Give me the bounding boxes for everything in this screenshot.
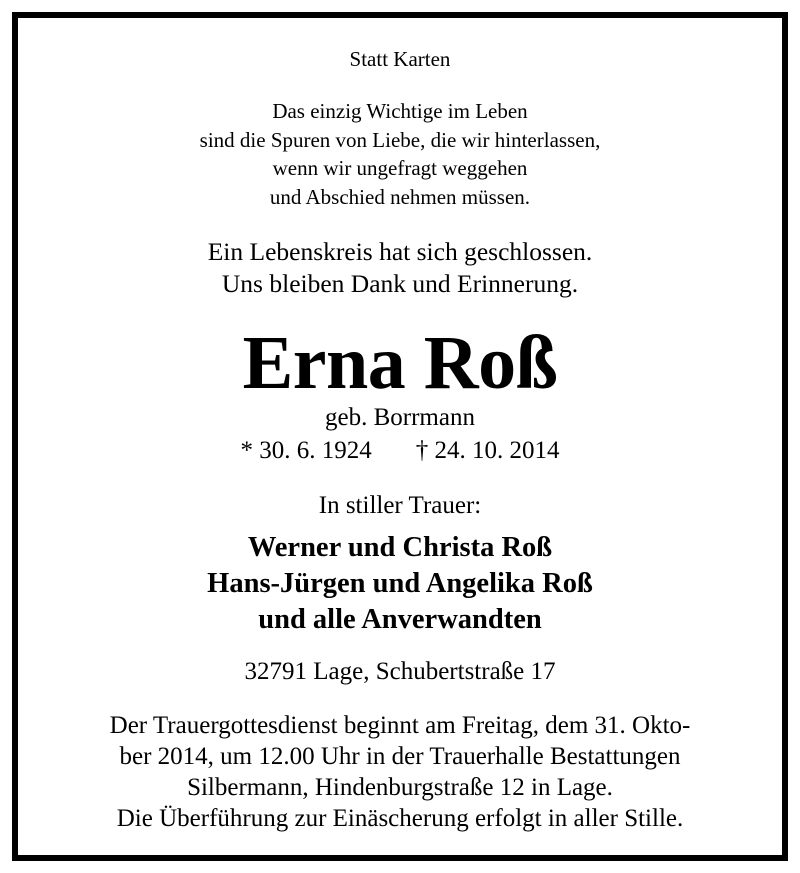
lebenskreis-line: Ein Lebenskreis hat sich geschlossen. (207, 237, 593, 266)
mourner-line: Werner und Christa Roß (247, 532, 553, 563)
heading-statt-karten: Statt Karten (349, 47, 451, 71)
maiden-name: geb. Borrmann (325, 404, 475, 431)
life-dates (18, 435, 782, 467)
service-line: ber 2014, um 12.00 Uhr in der Trauerhalle Bestattungen (119, 743, 681, 770)
mourners-block (18, 530, 782, 638)
mourner-line: und alle Anverwandten (258, 604, 542, 635)
lebenskreis-line: Uns bleiben Dank und Erinnerung. (221, 269, 579, 298)
quote-line: sind die Spuren von Liebe, die wir hinterlassen, (199, 127, 601, 152)
mourner-line: Hans-Jürgen und Angelika Roß (207, 568, 593, 599)
service-line: Die Überführung zur Einäscherung erfolgt in aller Stille. (116, 805, 684, 832)
obituary-frame (12, 12, 788, 861)
quote-line: Das einzig Wichtige im Leben (272, 99, 528, 123)
address: 32791 Lage, Schubertstraße 17 (244, 658, 556, 685)
deceased-name: Erna Roß (242, 321, 558, 405)
service-line: Der Trauergottesdienst beginnt am Freitag, dem 31. Okto- (109, 712, 691, 739)
service-line: Silbermann, Hindenburgstraße 12 in Lage. (187, 774, 613, 801)
quote-line: und Abschied nehmen müssen. (269, 184, 531, 209)
death-date: † 24. 10. 2014 (415, 437, 560, 464)
mourning-intro: In stiller Trauer: (318, 492, 482, 519)
quote-line: wenn wir ungefragt weggehen (272, 156, 528, 180)
lebenskreis-block (18, 236, 782, 300)
birth-date: * 30. 6. 1924 (240, 437, 372, 464)
service-block (18, 710, 782, 834)
quote-block (18, 97, 782, 211)
